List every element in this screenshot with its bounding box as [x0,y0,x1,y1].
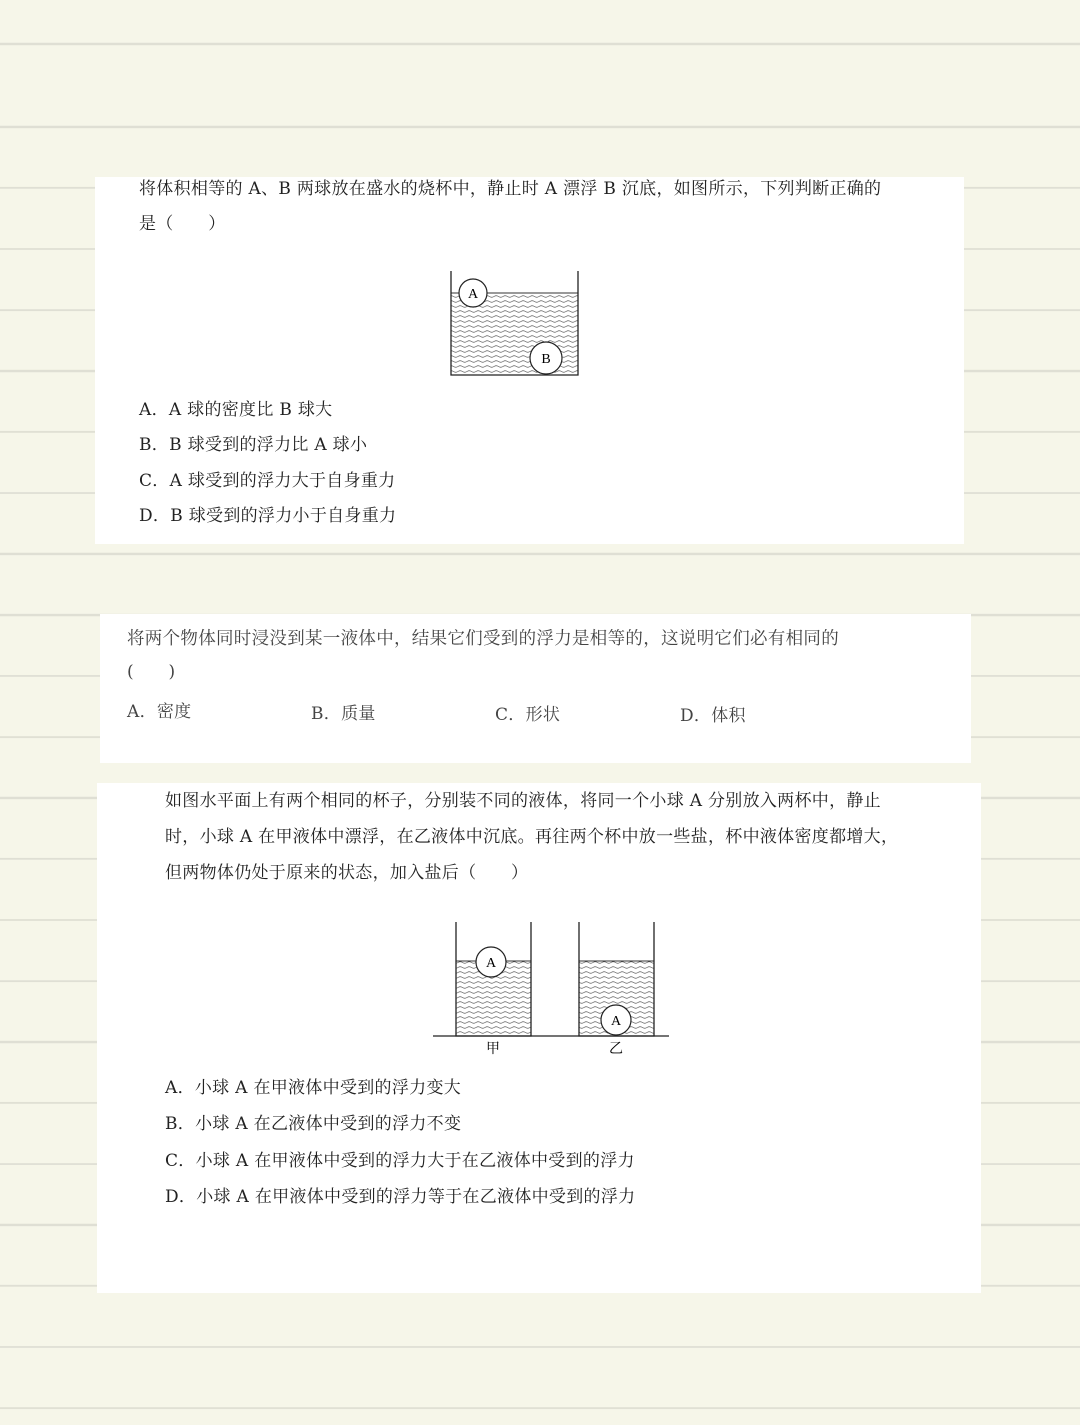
question-stem-line: 将体积相等的 A、B 两球放在盛水的烧杯中，静止时 A 漂浮 B 沉底，如图所示，下列判断正确的 [139,179,882,199]
ball-a-sunk [601,1005,631,1035]
cup-yi [579,922,654,1057]
option-b[interactable]: B．质量 [311,704,376,724]
option-d[interactable]: D．B 球受到的浮力小于自身重力 [139,506,397,526]
option-b[interactable]: B．B 球受到的浮力比 A 球小 [139,435,368,455]
option-a[interactable]: A．A 球的密度比 B 球大 [139,400,333,420]
option-b[interactable]: B．小球 A 在乙液体中受到的浮力不变 [165,1114,462,1134]
ball-b [530,342,562,374]
ball-a-label: A [610,1014,622,1029]
option-a[interactable]: A．密度 [127,702,192,722]
question-stem-line: 将两个物体同时浸没到某一液体中，结果它们受到的浮力是相等的，这说明它们必有相同的 [127,629,839,649]
question-card-1 [95,177,964,544]
ball-a-floating [476,947,506,977]
ball-b-label: B [541,352,551,367]
question-card-2 [100,614,971,763]
option-c[interactable]: C．形状 [495,705,561,725]
option-a[interactable]: A．小球 A 在甲液体中受到的浮力变大 [165,1078,462,1098]
question-stem-line: 但两物体仍处于原来的状态，加入盐后（ ） [165,863,529,883]
beaker-figure [449,269,581,379]
cup-jia [456,922,531,1057]
option-c[interactable]: C．小球 A 在甲液体中受到的浮力大于在乙液体中受到的浮力 [165,1151,635,1171]
ball-a-label: A [485,956,497,971]
question-stem-line: 时，小球 A 在甲液体中漂浮，在乙液体中沉底。再往两个杯中放一些盐，杯中液体密度都增大， [165,827,899,847]
question-stem-line: 如图水平面上有两个相同的杯子，分别装不同的液体，将同一个小球 A 分别放入两杯中，静止 [165,791,881,811]
option-c[interactable]: C．A 球受到的浮力大于自身重力 [139,471,396,491]
question-stem-line: ( ) [127,662,176,682]
option-d[interactable]: D．体积 [680,706,746,726]
ball-a-label: A [467,287,479,302]
cup-label-jia: 甲 [486,1042,500,1057]
question-card-3 [97,783,981,1293]
two-cups-figure [431,920,671,1060]
question-stem-line: 是（ ） [139,214,226,234]
ball-a [459,279,487,307]
cup-label-yi: 乙 [609,1042,623,1057]
option-d[interactable]: D．小球 A 在甲液体中受到的浮力等于在乙液体中受到的浮力 [165,1187,636,1207]
